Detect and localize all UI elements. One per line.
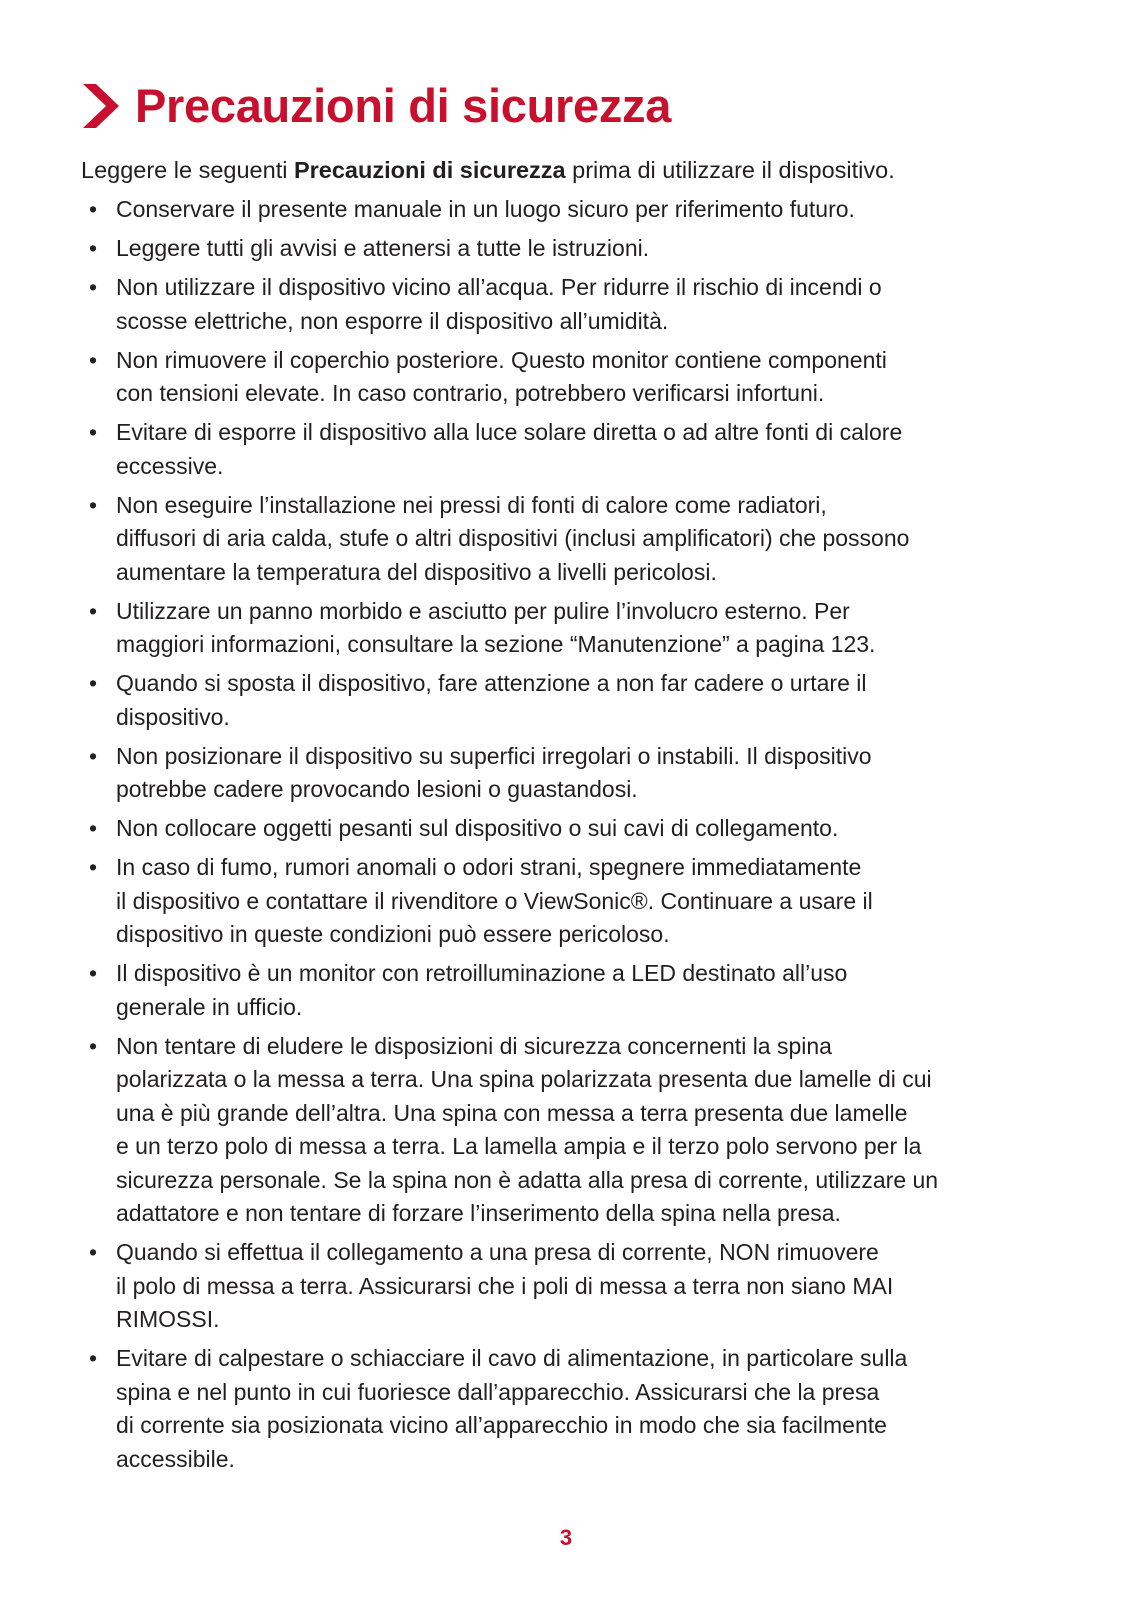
bullet-dot: • [88, 670, 98, 696]
list-item [85, 1236, 1045, 1337]
safety-bullet-list [85, 193, 1045, 1482]
list-item-text-line: spina e nel punto in cui fuoriesce dall’apparecchio. Assicurarsi che la presa [116, 1378, 880, 1405]
list-item-text-line: RIMOSSI. [116, 1306, 220, 1332]
list-item-text-line: diffusori di aria calda, stufe o altri dispositivi (inclusi amplificatori) che possono [116, 525, 910, 551]
list-item-text-line: Leggere tutti gli avvisi e attenersi a tutte le istruzioni. [116, 235, 650, 261]
bullet-dot: • [88, 960, 98, 986]
list-item-text-line: dispositivo. [116, 703, 230, 730]
list-item-text-line: una è più grande dell’altra. Una spina con messa a terra presenta due lamelle [116, 1099, 908, 1126]
list-item [85, 740, 1045, 807]
list-item-text-line: di corrente sia posizionata vicino all’apparecchio in modo che sia facilmente [116, 1412, 887, 1438]
list-item [85, 595, 1045, 662]
chevron-right-icon [81, 82, 121, 130]
list-item-text-line: potrebbe cadere provocando lesioni o guastandosi. [116, 776, 638, 802]
list-item [85, 489, 1045, 590]
intro-text-before: Leggere le seguenti [81, 157, 294, 183]
list-item [85, 812, 1045, 846]
bullet-dot: • [88, 235, 98, 261]
list-item [85, 667, 1045, 734]
list-item-text-line: adattatore e non tentare di forzare l’inserimento della spina nella presa. [116, 1200, 841, 1226]
list-item-text-line: con tensioni elevate. In caso contrario, potrebbero verificarsi infortuni. [116, 380, 825, 406]
list-item-text-line: e un terzo polo di messa a terra. La lamella ampia e il terzo polo servono per la [116, 1133, 922, 1159]
bullet-dot: • [88, 597, 98, 624]
list-item-text-line: Non eseguire l’installazione nei pressi di fonti di calore come radiatori, [116, 491, 827, 518]
list-item-text-line: In caso di fumo, rumori anomali o odori strani, spegnere immediatamente [116, 854, 862, 880]
list-item-text-line: dispositivo in queste condizioni può essere pericoloso. [116, 921, 670, 947]
list-item-text-line: il polo di messa a terra. Assicurarsi che i poli di messa a terra non siano MAI [116, 1272, 894, 1299]
list-item [85, 193, 1045, 227]
list-item-text-line: Non rimuovere il coperchio posteriore. Questo monitor contiene componenti [116, 346, 887, 373]
list-item [85, 1342, 1045, 1476]
bullet-dot: • [88, 815, 98, 841]
page-title: Precauzioni di sicurezza [135, 79, 672, 132]
bullet-dot: • [88, 196, 98, 222]
list-item-text-line: generale in ufficio. [116, 993, 303, 1020]
list-item-text-line: polarizzata o la messa a terra. Una spina polarizzata presenta due lamelle di cui [116, 1066, 932, 1092]
intro-text-after: prima di utilizzare il dispositivo. [565, 157, 895, 183]
intro-paragraph [81, 153, 895, 187]
list-item-text-line: Il dispositivo è un monitor con retroilluminazione a LED destinato all’uso [116, 960, 848, 986]
list-item-text-line: aumentare la temperatura del dispositivo a livelli pericolosi. [116, 558, 717, 585]
list-item [85, 416, 1045, 483]
list-item-text-line: Quando si effettua il collegamento a una presa di corrente, NON rimuovere [116, 1239, 879, 1265]
bullet-dot: • [88, 419, 98, 445]
bullet-dot: • [88, 742, 98, 769]
intro-text-bold: Precauzioni di sicurezza [293, 157, 566, 183]
list-item [85, 851, 1045, 952]
bullet-dot: • [88, 854, 98, 880]
list-item-text-line: scosse elettriche, non esporre il dispositivo all’umidità. [116, 307, 669, 334]
list-item-text-line: maggiori informazioni, consultare la sezione “Manutenzione” a pagina 123. [116, 631, 876, 657]
list-item-text-line: accessibile. [116, 1445, 235, 1472]
list-item-text-line: Evitare di calpestare o schiacciare il cavo di alimentazione, in particolare sulla [116, 1345, 908, 1371]
list-item-text-line: Non utilizzare il dispositivo vicino all’acqua. Per ridurre il rischio di incendi o [116, 274, 882, 300]
list-item-text-line: Utilizzare un panno morbido e asciutto per pulire l’involucro esterno. Per [116, 597, 850, 624]
bullet-dot: • [88, 346, 98, 373]
bullet-dot: • [88, 1345, 98, 1371]
list-item-text-line: sicurezza personale. Se la spina non è adatta alla presa di corrente, utilizzare un [116, 1166, 939, 1193]
list-item-text-line: il dispositivo e contattare il rivenditore o ViewSonic®. Continuare a usare il [116, 887, 873, 914]
list-item-text-line: Evitare di esporre il dispositivo alla luce solare diretta o ad altre fonti di calore [116, 419, 903, 445]
bullet-dot: • [88, 274, 98, 300]
list-item [85, 344, 1045, 411]
page-number: 3 [559, 1525, 573, 1550]
list-item [85, 232, 1045, 266]
list-item-text-line: eccessive. [116, 452, 224, 479]
list-item [85, 1030, 1045, 1231]
list-item-text-line: Conservare il presente manuale in un luogo sicuro per riferimento futuro. [116, 196, 855, 222]
bullet-dot: • [88, 1239, 98, 1265]
list-item-text-line: Quando si sposta il dispositivo, fare attenzione a non far cadere o urtare il [116, 670, 867, 696]
list-item-text-line: Non posizionare il dispositivo su superfici irregolari o instabili. Il dispositivo [116, 742, 872, 769]
list-item-text-line: Non tentare di eludere le disposizioni di sicurezza concernenti la spina [116, 1032, 832, 1059]
bullet-dot: • [88, 1032, 98, 1059]
list-item [85, 271, 1045, 338]
list-item [85, 957, 1045, 1024]
bullet-dot: • [88, 491, 98, 518]
section-heading [81, 78, 671, 134]
list-item-text-line: Non collocare oggetti pesanti sul dispositivo o sui cavi di collegamento. [116, 815, 839, 841]
